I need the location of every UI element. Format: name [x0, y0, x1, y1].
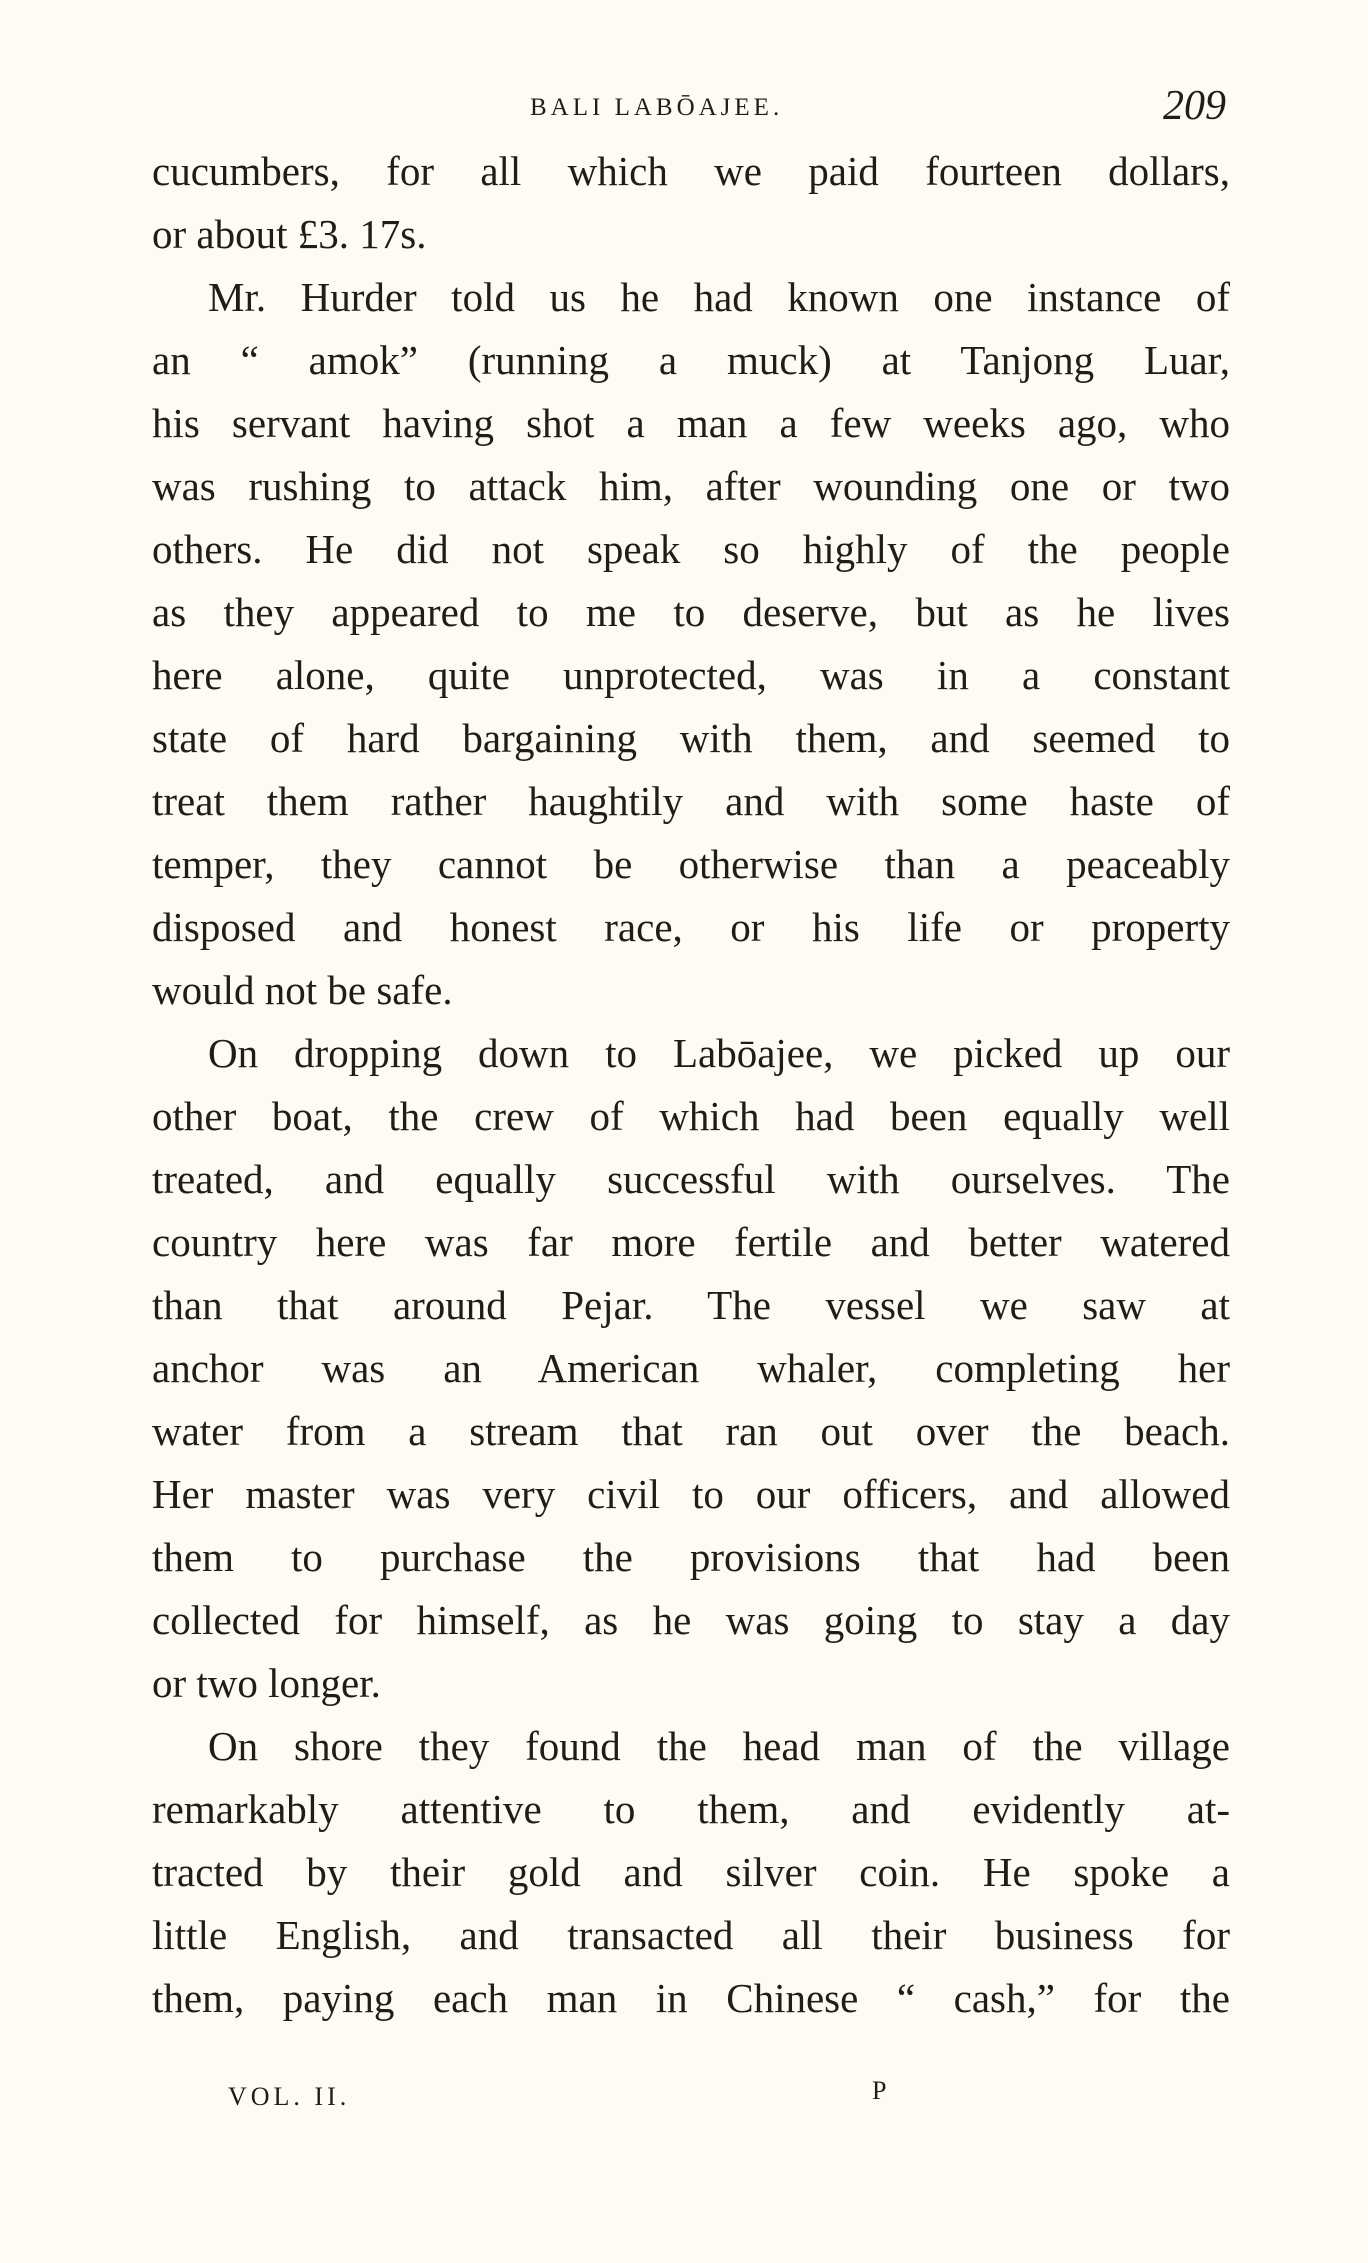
text-line: treated, and equally successful with ourselves. The: [152, 1156, 1230, 1202]
text-line: his servant having shot a man a few weeks ago, who: [152, 400, 1230, 446]
running-title: BALI LABŌAJEE.: [530, 94, 784, 121]
text-line: collected for himself, as he was going to stay a day: [152, 1597, 1230, 1643]
text-line: remarkably attentive to them, and evidently at-: [152, 1786, 1230, 1832]
signature-mark: P: [872, 2076, 891, 2105]
text-line: little English, and transacted all their business for: [152, 1912, 1230, 1958]
text-line: here alone, quite unprotected, was in a constant: [152, 652, 1230, 698]
text-line: treat them rather haughtily and with some haste of: [152, 778, 1230, 824]
text-line: or two longer.: [152, 1660, 381, 1706]
text-line: would not be safe.: [152, 967, 453, 1013]
text-line: as they appeared to me to deserve, but as he lives: [152, 589, 1230, 635]
text-line: cucumbers, for all which we paid fourteen dollars,: [152, 148, 1230, 194]
text-line: than that around Pejar. The vessel we saw at: [152, 1282, 1230, 1328]
text-line: temper, they cannot be otherwise than a peaceably: [152, 841, 1230, 887]
text-line: disposed and honest race, or his life or property: [152, 904, 1230, 950]
text-line: On dropping down to Labōajee, we picked up our: [208, 1030, 1230, 1076]
text-line: state of hard bargaining with them, and seemed to: [152, 715, 1230, 761]
text-line: Her master was very civil to our officers, and allowed: [152, 1471, 1230, 1517]
running-head: [0, 83, 1368, 129]
text-line: anchor was an American whaler, completing her: [152, 1345, 1230, 1391]
text-line: country here was far more fertile and better watered: [152, 1219, 1230, 1265]
body-text: [152, 140, 1230, 2030]
volume-label: VOL. II.: [228, 2082, 351, 2111]
page-footer: [0, 2076, 1368, 2122]
text-line: them, paying each man in Chinese “ cash,” for the: [152, 1975, 1230, 2021]
text-line: other boat, the crew of which had been equally well: [152, 1093, 1230, 1139]
text-line: them to purchase the provisions that had been: [152, 1534, 1230, 1580]
text-line: tracted by their gold and silver coin. He spoke a: [152, 1849, 1230, 1895]
text-line: water from a stream that ran out over the beach.: [152, 1408, 1230, 1454]
text-line: or about £3. 17s.: [152, 211, 427, 257]
text-line: others. He did not speak so highly of the people: [152, 526, 1230, 572]
page-number: 209: [1163, 83, 1226, 129]
text-line: Mr. Hurder told us he had known one instance of: [208, 274, 1230, 320]
text-line: an “ amok” (running a muck) at Tanjong Luar,: [152, 337, 1230, 383]
text-line: On shore they found the head man of the village: [208, 1723, 1230, 1769]
text-line: was rushing to attack him, after wounding one or two: [152, 463, 1230, 509]
